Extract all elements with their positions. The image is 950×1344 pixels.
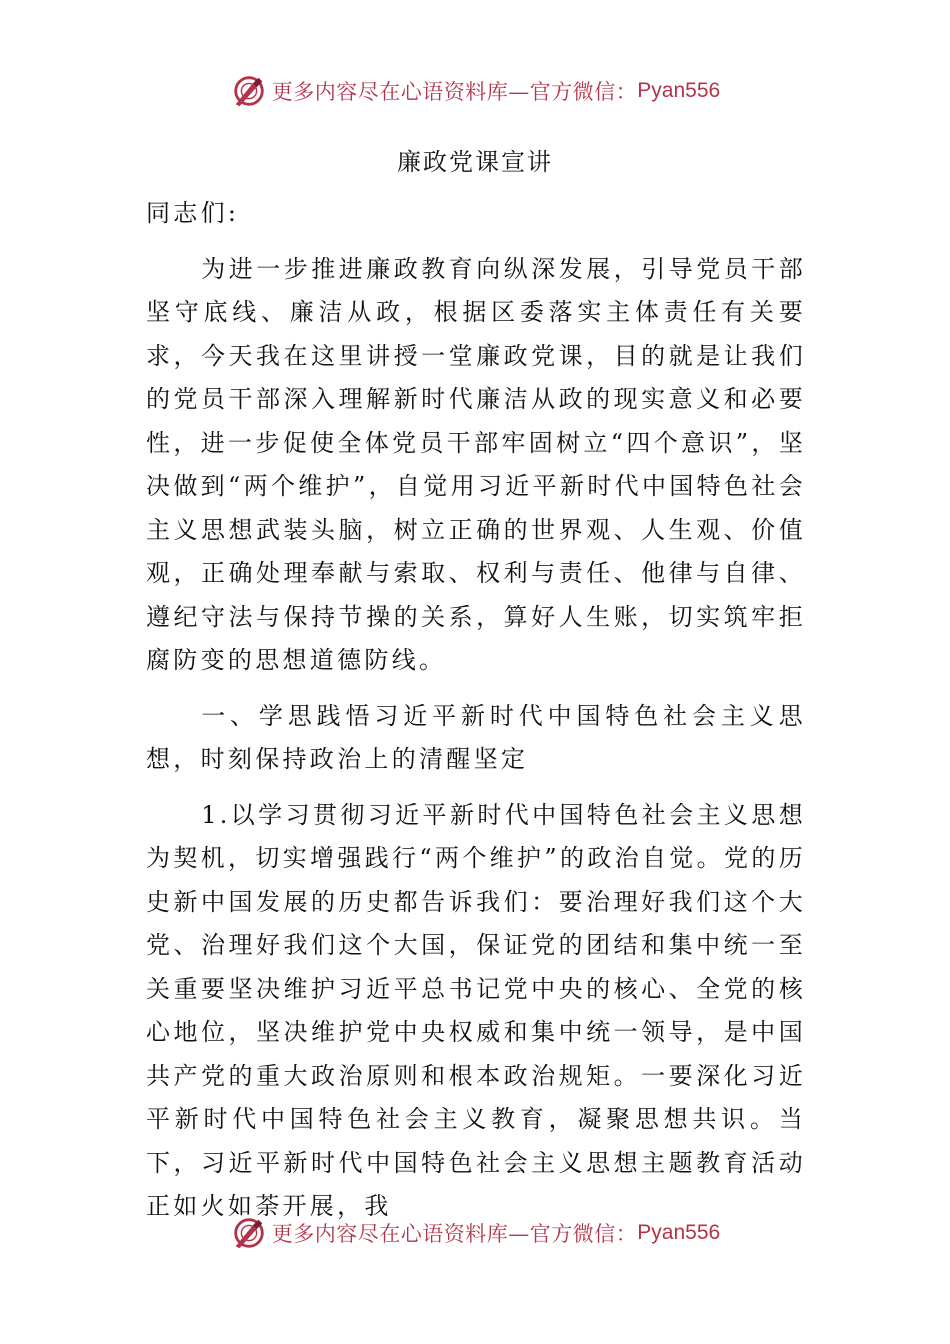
watermark-text: 更多内容尽在心语资料库—官方微信： — [271, 80, 638, 104]
pen-logo-icon — [230, 1214, 268, 1252]
footer-watermark-banner — [0, 1208, 950, 1258]
section-heading: 一、学思践悟习近平新时代中国特色社会主义思想，时刻保持政治上的清醒坚定 — [146, 701, 806, 773]
watermark-text: 更多内容尽在心语资料库—官方微信： — [271, 1222, 638, 1246]
watermark-wechat-id: Pyan556 — [637, 1221, 721, 1244]
intro-paragraph: 为进一步推进廉政教育向纵深发展，引导党员干部坚守底线、廉洁从政，根据区委落实主体责任有关要求，今天我在这里讲授一堂廉政党课，目的就是让我们的党员干部深入理解新时代廉洁从政的现实意义和必要性，进一步促使全体党员干部牢固树立“四个意识”，坚决做到“两个维护”，自觉用习近平新时代中国特色社会主义思想武装头脑，树立正确的世界观、人生观、价值观，正确处理奉献与索取、权利与责任、他律与自律、遵纪守法与保持节操的关系，算好人生账，切实筑牢拒腐防变的思想道德防线。 — [146, 254, 806, 674]
pen-logo-icon — [230, 72, 268, 110]
document-body — [146, 192, 806, 1229]
greeting: 同志们: — [146, 199, 240, 227]
document-title: 廉政党课宣讲 — [397, 148, 553, 176]
header-watermark-banner — [0, 66, 950, 116]
point-paragraph: 1.以学习贯彻习近平新时代中国特色社会主义思想为契机，切实增强践行“两个维护”的政治自觉。党的历史新中国发展的历史都告诉我们：要治理好我们这个大党、治理好我们这个大国，保证党的团结和集中统一至关重要坚决维护习近平总书记党中央的核心、全党的核心地位，坚决维护党中央权威和集中统一领导，是中国共产党的重大政治原则和根本政治规矩。一要深化习近平新时代中国特色社会主义教育，凝聚思想共识。当下，习近平新时代中国特色社会主义思想主题教育活动正如火如荼开展，我 — [146, 800, 806, 1220]
watermark-wechat-id: Pyan556 — [637, 79, 721, 102]
